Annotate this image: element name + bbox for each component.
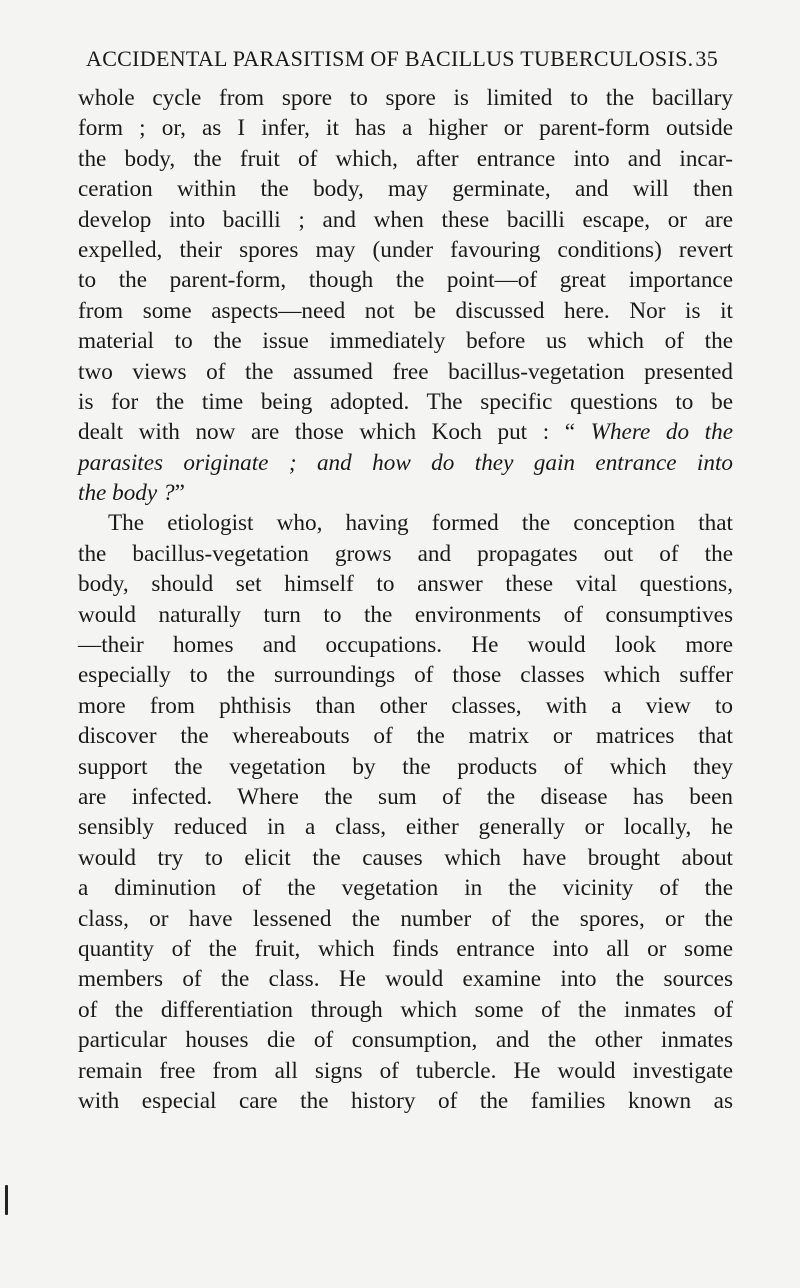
text-line: of the differentiation through which some of the inmates of	[78, 996, 733, 1023]
text-line: from some aspects—need not be discussed here. Nor is it	[78, 297, 733, 324]
text-line: expelled, their spores may (under favouring conditions) revert	[78, 236, 733, 263]
text-line: support the vegetation by the products of which they	[78, 753, 733, 780]
text-line: more from phthisis than other classes, with a view to	[78, 692, 733, 719]
text-line: ceration within the body, may germinate, and will then	[78, 176, 733, 203]
text-line: material to the issue immediately before us which of the	[78, 328, 733, 355]
page-number: 35	[695, 46, 718, 71]
text-line: quantity of the fruit, which finds entrance into all or some	[78, 935, 733, 962]
text-line: would try to elicit the causes which have brought about	[78, 844, 733, 871]
text-line: discover the whereabouts of the matrix or matrices that	[78, 723, 733, 750]
text-line: sensibly reduced in a class, either generally or locally, he	[78, 814, 733, 841]
text-line: form ; or, as I infer, it has a higher or parent-form outside	[78, 115, 733, 142]
text-line: remain free from all signs of tubercle. He would investigate	[78, 1057, 733, 1084]
text-line: members of the class. He would examine into the sources	[78, 966, 733, 993]
scan-mark	[5, 1185, 8, 1215]
text-line: —their homes and occupations. He would look more	[78, 632, 733, 659]
text-line: particular houses die of consumption, and the other inmates	[78, 1027, 733, 1054]
text-line: the bacillus-vegetation grows and propagates out of the	[78, 540, 733, 567]
text-line: class, or have lessened the number of the spores, or the	[78, 905, 733, 932]
text-run: ”	[174, 480, 185, 507]
text-line: with especial care the history of the families known as	[78, 1087, 733, 1114]
text-line: body, should set himself to answer these vital questions,	[78, 571, 733, 598]
text-line: a diminution of the vegetation in the vicinity of the	[78, 875, 733, 902]
italic-text: Where do the	[590, 419, 733, 446]
text-line: especially to the surroundings of those classes which suffer	[78, 662, 733, 689]
text-line: two views of the assumed free bacillus-vegetation presented	[78, 358, 733, 385]
text-line: whole cycle from spore to spore is limited to the bacillary	[78, 85, 733, 111]
text-line	[78, 417, 733, 447]
text-run: dealt with now are those which Koch put : “	[78, 419, 576, 446]
italic-text-line: parasites originate ; and how do they gain entrance into	[78, 449, 733, 476]
running-title: ACCIDENTAL PARASITISM OF BACILLUS TUBERCULOSIS.	[86, 46, 694, 71]
body-text	[78, 83, 733, 1116]
paragraph-1	[78, 83, 733, 508]
text-line: would naturally turn to the environments of consumptives	[78, 601, 733, 628]
text-line: to the parent-form, though the point—of great importance	[78, 267, 733, 294]
text-line: The etiologist who, having formed the conception that	[108, 510, 733, 537]
italic-text: the body ?	[78, 480, 175, 507]
text-line: are infected. Where the sum of the disease has been	[78, 783, 733, 810]
text-line	[78, 478, 733, 508]
text-line: is for the time being adopted. The specific questions to be	[78, 388, 733, 415]
paragraph-2	[78, 508, 733, 1116]
text-line: the body, the fruit of which, after entrance into and incar-	[78, 145, 733, 172]
text-line: develop into bacilli ; and when these bacilli escape, or are	[78, 206, 733, 233]
running-head	[86, 46, 718, 76]
